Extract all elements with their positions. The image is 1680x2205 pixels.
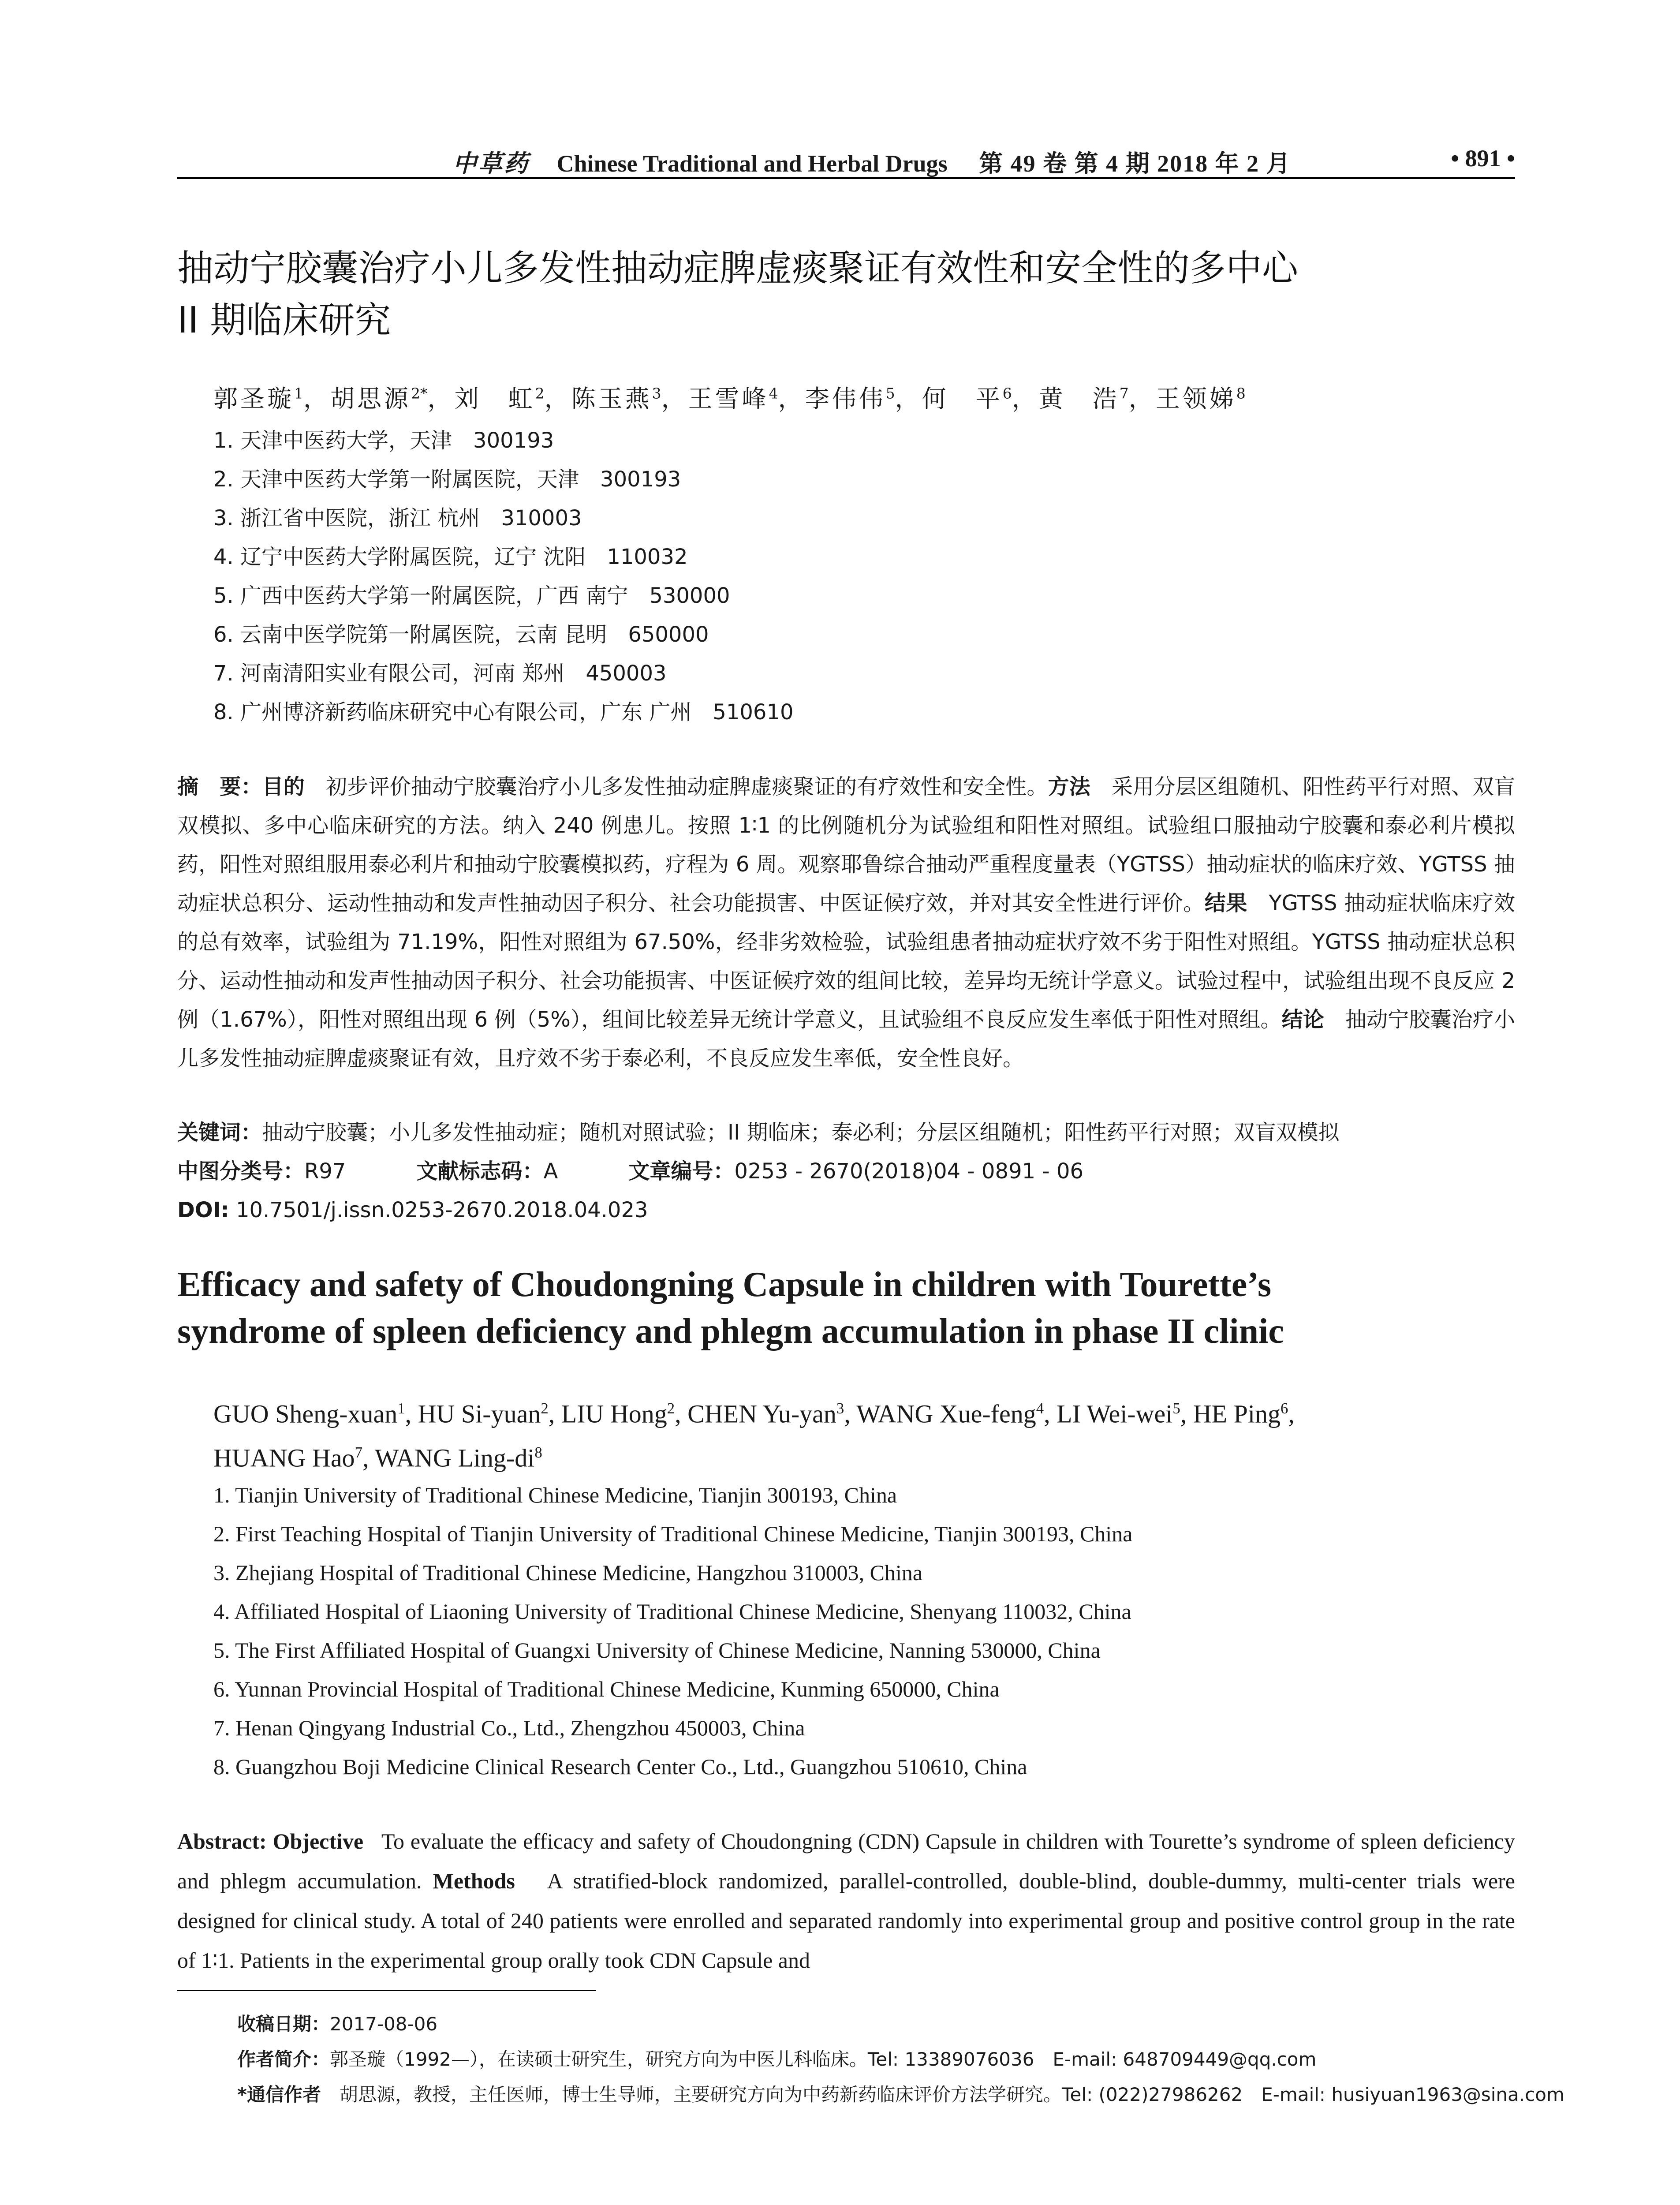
- author-bio-text: 郭圣璇（1992—），在读硕士研究生，研究方向为中医儿科临床。Tel: 13389076036 E-mail: 648709449@qq.com: [330, 2048, 1317, 2070]
- keywords-text: 抽动宁胶囊；小儿多发性抽动症；随机对照试验；II 期临床；泰必利；分层区组随机；阳性药平行对照；双盲双模拟: [262, 1120, 1340, 1145]
- author-affiliation-mark: 1: [397, 1400, 405, 1417]
- article-no-value: 0253 - 2670(2018)04 - 0891 - 06: [734, 1159, 1084, 1184]
- affiliation-item: 2. First Teaching Hospital of Tianjin University of Traditional Chinese Medicine, Tianjin 300193, China: [213, 1521, 1133, 1546]
- english-affiliations: [213, 1476, 1132, 1786]
- conclusion-label: 结论: [1281, 1007, 1324, 1032]
- chinese-affiliations: [213, 421, 794, 732]
- author-name: WANG Ling-di: [374, 1443, 535, 1472]
- chinese-authors: 郭圣璇$^1$，胡思源$^{2*}$，刘 虹$^2$，陈玉燕$^3$，王雪峰$^4$，李伟伟$^5$，何 平$^6$，黄 浩$^7$，王领娣$^8$: [213, 385, 1246, 413]
- author-affiliation-mark: 2: [541, 1400, 549, 1417]
- author-affiliation-mark: 3: [652, 385, 661, 402]
- author-name: LI Wei-wei: [1057, 1399, 1173, 1428]
- author-affiliation-mark: 6: [1280, 1400, 1288, 1417]
- objective-text: To evaluate the efficacy and safety of Choudongning (CDN) Capsule in children with Tourette’s syndrome of spleen deficiency and phlegm accumulation.: [177, 1829, 1515, 1893]
- affiliation-item: 3. 浙江省中医院，浙江 杭州 310003: [213, 506, 582, 531]
- english-title: [177, 1261, 1518, 1355]
- clc-value: R97: [304, 1159, 346, 1184]
- author-name: WANG Xue-feng: [856, 1399, 1036, 1428]
- doi-label: DOI:: [177, 1198, 229, 1222]
- affiliation-item: 1. 天津中医药大学，天津 300193: [213, 428, 554, 453]
- author-affiliation-mark: 3: [836, 1400, 844, 1417]
- author-name: GUO Sheng-xuan: [213, 1399, 398, 1428]
- author-name: LIU Hong: [561, 1399, 667, 1428]
- english-title-line: Efficacy and safety of Choudongning Capsule in children with Tourette’s: [177, 1265, 1272, 1304]
- abstract-label: Abstract:: [177, 1829, 267, 1854]
- author-affiliation-mark: 7: [1119, 385, 1129, 402]
- author-name: 何 平: [922, 385, 1003, 413]
- received-date: 2017-08-06: [330, 2013, 438, 2035]
- doc-code-value: A: [543, 1159, 558, 1184]
- keywords-line: [177, 1113, 1515, 1152]
- page-number: • 891 •: [1451, 145, 1515, 172]
- clc-label: 中图分类号：: [177, 1159, 305, 1184]
- author-name: 陈玉燕: [571, 385, 652, 413]
- affiliation-item: 3. Zhejiang Hospital of Traditional Chinese Medicine, Hangzhou 310003, China: [213, 1560, 923, 1585]
- affiliation-item: 2. 天津中医药大学第一附属医院，天津 300193: [213, 467, 681, 492]
- english-title-line: syndrome of spleen deficiency and phlegm accumulation in phase II clinic: [177, 1312, 1284, 1351]
- affiliation-item: 5. The First Affiliated Hospital of Guangxi University of Chinese Medicine, Nanning 530000, China: [213, 1638, 1101, 1663]
- journal-logo: 中草药: [453, 149, 530, 177]
- author-name: 黄 浩: [1038, 385, 1120, 413]
- author-affiliation-mark: 5: [885, 385, 895, 402]
- objective-label: Objective: [273, 1829, 364, 1854]
- author-name: 胡思源: [330, 385, 411, 413]
- footnote-rule: [177, 1990, 596, 1991]
- affiliation-item: 4. Affiliated Hospital of Liaoning University of Traditional Chinese Medicine, Shenyang 110032, China: [213, 1599, 1131, 1624]
- results-label: 结果: [1204, 891, 1247, 916]
- issue-info: 第 49 卷 第 4 期 2018 年 2 月: [979, 150, 1291, 177]
- keywords-label: 关键词：: [177, 1120, 262, 1145]
- author-affiliation-mark: 7: [355, 1444, 362, 1461]
- corresponding-label: *通信作者: [237, 2084, 321, 2105]
- affiliation-item: 6. Yunnan Provincial Hospital of Traditional Chinese Medicine, Kunming 650000, China: [213, 1677, 1000, 1701]
- doc-code-label: 文献标志码：: [416, 1159, 544, 1184]
- objective-text: 初步评价抽动宁胶囊治疗小儿多发性抽动症脾虚痰聚证的有疗效性和安全性。: [326, 774, 1048, 799]
- classification-line: [177, 1152, 1515, 1191]
- english-authors: [213, 1389, 1514, 1478]
- results-text: YGTSS 抽动症状临床疗效的总有效率，试验组为 71.19%，阳性对照组为 67.50%，经非劣效检验，试验组患者抽动症状疗效不劣于阳性对照组。YGTSS 抽动症状总积分、运动性抽动和发声性抽动因子积分、社会功能损害、中医证候疗效的组间比较，差异均无统计学意义。试验过程中，试验组出现不良反应 2 例（1.67%），阳性对照组出现 6 例（5%），组间比较差异无统计学意义，且试验组不良反应发生率低于阳性对照组。: [177, 891, 1515, 1032]
- chinese-title-line: 抽动宁胶囊治疗小儿多发性抽动症脾虚痰聚证有效性和安全性的多中心: [177, 247, 1299, 289]
- affiliation-item: 1. Tianjin University of Traditional Chinese Medicine, Tianjin 300193, China: [213, 1483, 897, 1507]
- methods-label: 方法: [1048, 774, 1090, 799]
- author-name: 李伟伟: [805, 385, 886, 413]
- received-label: 收稿日期：: [237, 2013, 330, 2035]
- author-affiliation-mark: 4: [1036, 1400, 1044, 1417]
- author-name: HU Si-yuan: [418, 1399, 541, 1428]
- chinese-title-line: II 期临床研究: [177, 299, 391, 341]
- author-name: HE Ping: [1193, 1399, 1281, 1428]
- methods-text: 采用分层区组随机、阳性药平行对照、双盲双模拟、多中心临床研究的方法。纳入 240 例患儿。按照 1∶1 的比例随机分为试验组和阳性对照组。试验组口服抽动宁胶囊和泰必利片模拟药，阳性对照组服用泰必利片和抽动宁胶囊模拟药，疗程为 6 周。观察耶鲁综合抽动严重程度量表（YGTSS）抽动症状的临床疗效、YGTSS 抽动症状总积分、运动性抽动和发声性抽动因子积分、社会功能损害、中医证候疗效，并对其安全性进行评价。: [177, 774, 1515, 916]
- author-affiliation-mark: 5: [1172, 1400, 1180, 1417]
- affiliation-item: 8. 广州博济新药临床研究中心有限公司，广东 广州 510610: [213, 700, 794, 725]
- header-rule: [177, 177, 1515, 179]
- corresponding-author-line: [237, 2077, 1564, 2112]
- corresponding-text: 胡思源，教授，主任医师，博士生导师，主要研究方向为中药新药临床评价方法学研究。Tel: (022)27986262 E-mail: husiyuan1963@sina.com: [339, 2084, 1564, 2105]
- author-affiliation-mark: 6: [1002, 385, 1012, 402]
- conclusion-text: 抽动宁胶囊治疗小儿多发性抽动症脾虚痰聚证有效，且疗效不劣于泰必利，不良反应发生率低，安全性良好。: [177, 1007, 1515, 1071]
- methods-text: A stratified-block randomized, parallel-controlled, double-blind, double-dummy, multi-center trials were designed for clinical study. A total of 240 patients were enrolled and separated randomly into experimental group and positive control group in the rate of 1∶1. Patients in the experimental group orally took CDN Capsule and: [177, 1869, 1516, 1973]
- objective-label: 目的: [262, 774, 305, 799]
- author-name: HUANG Hao: [213, 1443, 355, 1472]
- english-authors-line: HUANG Hao$^7$, WANG Ling-$di^8$: [213, 1443, 542, 1472]
- journal-name: Chinese Traditional and Herbal Drugs: [556, 150, 948, 177]
- affiliation-item: 6. 云南中医学院第一附属医院，云南 昆明 650000: [213, 622, 709, 647]
- doi-line: [177, 1191, 1515, 1230]
- author-affiliation-mark: 2: [667, 1400, 675, 1417]
- author-name: 刘 虹: [454, 385, 535, 413]
- affiliation-item: 7. Henan Qingyang Industrial Co., Ltd., Zhengzhou 450003, China: [213, 1715, 805, 1740]
- author-name: 郭圣璇: [213, 385, 295, 413]
- author-affiliation-mark: 4: [769, 385, 778, 402]
- received-date-line: [237, 2007, 1516, 2042]
- english-abstract: [177, 1821, 1515, 1980]
- footnotes: [237, 2007, 1564, 2112]
- author-affiliation-mark: 2: [535, 385, 545, 402]
- affiliation-item: 4. 辽宁中医药大学附属医院，辽宁 沈阳 110032: [213, 545, 688, 569]
- author-name: 王雪峰: [688, 385, 769, 413]
- chinese-metadata: [177, 1113, 1515, 1230]
- author-bio-line: [237, 2042, 1516, 2077]
- author-affiliation-mark: 8: [1236, 385, 1246, 402]
- chinese-abstract: [177, 767, 1515, 1078]
- author-bio-label: 作者简介：: [237, 2048, 330, 2070]
- doi-link[interactable]: 10.7501/j.issn.0253-2670.2018.04.023: [235, 1198, 648, 1222]
- english-authors-line: GUO Sheng-xuan$^1$, HU Si-yuan$^2$, LIU Hong$^2$, CHEN Yu-yan$^3$, WANG Xue-feng$^4$, LI Wei-wei$^5$, HE Ping$^6$,: [213, 1399, 1295, 1428]
- author-name: 王领娣: [1155, 385, 1236, 413]
- affiliation-item: 5. 广西中医药大学第一附属医院，广西 南宁 530000: [213, 583, 730, 608]
- author-affiliation-mark: 1: [294, 385, 304, 402]
- article-no-label: 文章编号：: [628, 1159, 735, 1184]
- affiliation-item: 8. Guangzhou Boji Medicine Clinical Research Center Co., Ltd., Guangzhou 510610, China: [213, 1754, 1027, 1779]
- author-affiliation-mark: 8: [534, 1444, 542, 1461]
- chinese-title: [177, 243, 1522, 347]
- author-affiliation-mark: 2*: [411, 385, 428, 402]
- author-name: CHEN Yu-yan: [687, 1399, 836, 1428]
- running-header-left: [453, 145, 1291, 179]
- affiliation-item: 7. 河南清阳实业有限公司，河南 郑州 450003: [213, 661, 667, 686]
- abstract-label: 摘 要：: [177, 774, 262, 799]
- methods-label: Methods: [433, 1869, 515, 1893]
- running-header: [177, 140, 1515, 180]
